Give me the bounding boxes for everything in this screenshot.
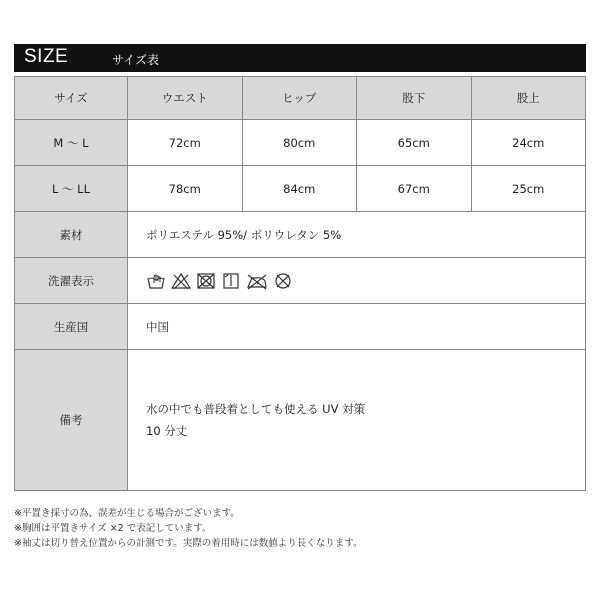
waist-value: 72cm	[128, 120, 243, 166]
waist-value: 78cm	[128, 166, 243, 212]
footnote: ※袖丈は切り替え位置からの計測です。実際の着用時には数値より長くなります。	[14, 538, 363, 549]
no-bleach-icon	[171, 272, 191, 290]
origin-value: 中国	[128, 304, 586, 350]
notes-label: 備考	[15, 350, 128, 491]
care-icons-cell	[128, 258, 586, 304]
inseam-value: 67cm	[357, 166, 472, 212]
title-bar	[14, 44, 586, 72]
no-dry-clean-icon	[273, 272, 293, 290]
hip-value: 80cm	[242, 120, 357, 166]
rise-value: 25cm	[471, 166, 586, 212]
care-row	[15, 258, 586, 304]
drip-dry-icon	[221, 272, 241, 290]
iron-low-icon	[246, 272, 268, 290]
notes-line: 水の中でも普段着としても使える UV 対策	[146, 402, 366, 416]
footnotes	[14, 506, 362, 551]
hip-value: 84cm	[242, 166, 357, 212]
no-tumble-dry-icon	[196, 272, 216, 290]
footnote: ※胸囲は平置きサイズ ×2 で表記しています。	[14, 523, 212, 534]
header-hip: ヒップ	[242, 77, 357, 120]
rise-value: 24cm	[471, 120, 586, 166]
size-table	[14, 76, 586, 491]
size-label: L ～ LL	[15, 166, 128, 212]
care-label: 洗濯表示	[15, 258, 128, 304]
header-rise: 股上	[471, 77, 586, 120]
notes-value	[128, 350, 586, 491]
notes-line: 10 分丈	[146, 424, 188, 438]
table-row	[15, 166, 586, 212]
material-value: ポリエステル 95%/ ポリウレタン 5%	[128, 212, 586, 258]
notes-row	[15, 350, 586, 491]
header-inseam: 股下	[357, 77, 472, 120]
origin-row	[15, 304, 586, 350]
page-subtitle: サイズ表	[112, 53, 160, 67]
table-row	[15, 120, 586, 166]
inseam-value: 65cm	[357, 120, 472, 166]
header-waist: ウエスト	[128, 77, 243, 120]
care-icons	[146, 272, 585, 290]
table-header-row	[15, 77, 586, 120]
header-size: サイズ	[15, 77, 128, 120]
material-label: 素材	[15, 212, 128, 258]
footnote: ※平置き採寸の為、誤差が生じる場合がございます。	[14, 508, 240, 519]
page-title: SIZE	[24, 46, 69, 67]
origin-label: 生産国	[15, 304, 128, 350]
size-label: M ～ L	[15, 120, 128, 166]
hand-wash-icon	[146, 272, 166, 290]
material-row	[15, 212, 586, 258]
